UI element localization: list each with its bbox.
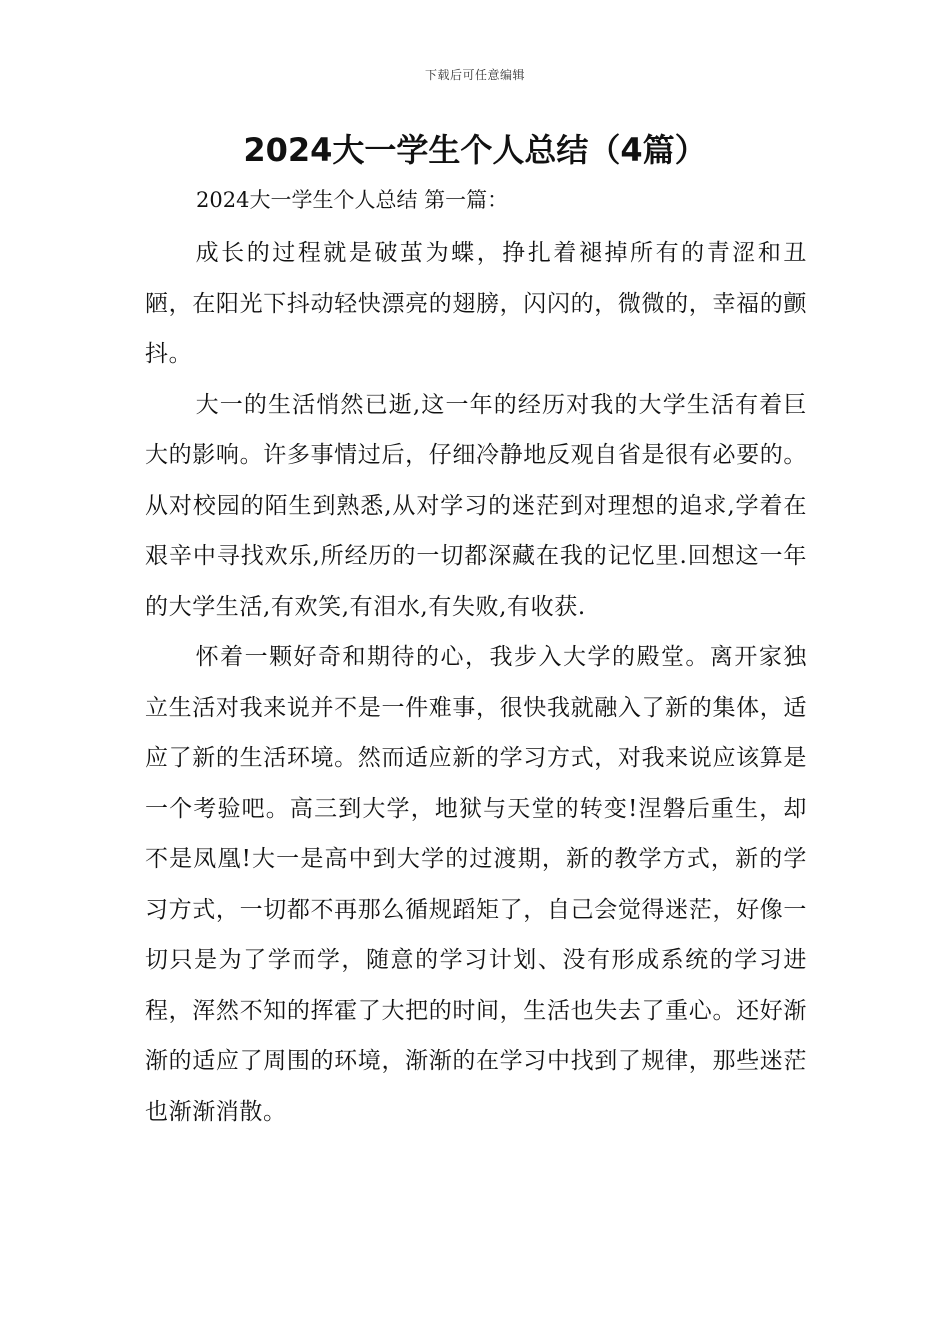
document-title: 2024大一学生个人总结（4篇） bbox=[243, 131, 707, 169]
section-subtitle: 2024大一学生个人总结 第一篇： bbox=[196, 188, 509, 212]
body-text bbox=[145, 228, 807, 1137]
paragraph: 成长的过程就是破茧为蝶，挣扎着褪掉所有的青涩和丑陋，在阳光下抖动轻快漂亮的翅膀，闪闪的，微微的，幸福的颤抖。 bbox=[145, 240, 807, 367]
paragraph: 怀着一颗好奇和期待的心，我步入大学的殿堂。离开家独立生活对我来说并不是一件难事，很快我就融入了新的集体，适应了新的生活环境。然而适应新的学习方式，对我来说应该算是一个考验吧。高三到大学，地狱与天堂的转变!涅磐后重生，却不是凤凰!大一是高中到大学的过渡期，新的教学方式，新的学习方式，一切都不再那么循规蹈矩了，自己会觉得迷茫，好像一切只是为了学而学，随意的学习计划、没有形成系统的学习进程，浑然不知的挥霍了大把的时间，生活也失去了重心。还好渐渐的适应了周围的环境，渐渐的在学习中找到了规律，那些迷茫也渐渐消散。 bbox=[145, 644, 807, 1125]
paragraph: 大一的生活悄然已逝,这一年的经历对我的大学生活有着巨大的影响。许多事情过后，仔细冷静地反观自省是很有必要的。从对校园的陌生到熟悉,从对学习的迷茫到对理想的追求,学着在艰辛中寻找欢乐,所经历的一切都深藏在我的记忆里.回想这一年的大学生活,有欢笑,有泪水,有失败,有收获. bbox=[145, 391, 807, 620]
header-note: 下载后可任意编辑 bbox=[424, 68, 525, 82]
